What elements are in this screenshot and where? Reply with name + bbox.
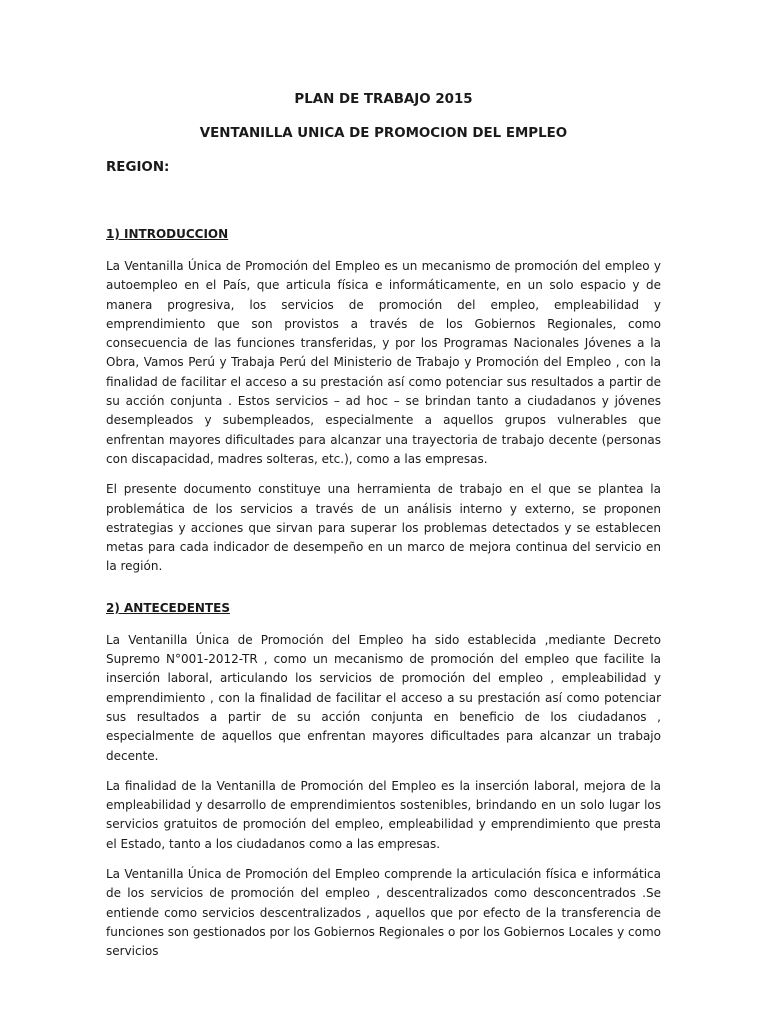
section-heading-antecedentes: 2) ANTECEDENTES xyxy=(106,600,230,615)
section-heading-introduccion: 1) INTRODUCCION xyxy=(106,227,229,241)
paragraph-introduccion-2: El presente documento constituye una herramienta de trabajo en el que se plantea la problemática de los servicios a través de un análisis interno y externo, se proponen estrategias y acciones que sirvan para superar los problemas detectados y se establecen metas para cada indicador de desempeño en un marco de mejora continua del servicio en la región. xyxy=(106,482,661,574)
paragraph-antecedentes-3: La Ventanilla Única de Promoción del Empleo comprende la articulación física e informática de los servicios de promoción del empleo , descentralizados como desconcentrados .Se entiende como servicios descentralizados , aquellos que por efecto de la transferencia de funciones son gestionados por los Gobiernos Regionales o por los Gobiernos Locales y como servicios xyxy=(106,867,661,959)
region-label: REGION: xyxy=(106,160,170,175)
document-subtitle: VENTANILLA UNICA DE PROMOCION DEL EMPLEO xyxy=(199,126,568,141)
paragraph-introduccion-1: La Ventanilla Única de Promoción del Empleo es un mecanismo de promoción del empleo y autoempleo en el País, que articula física e informáticamente, en un solo espacio y de manera progresiva, los servicios de promoción del empleo, empleabilidad y emprendimiento que son provistos a través de los Gobiernos Regionales, como consecuencia de las funciones transferidas, y por los Programas Nacionales Jóvenes a la Obra, Vamos Perú y Trabaja Perú del Ministerio de Trabajo y Promoción del Empleo , con la finalidad de facilitar el acceso a su prestación así como potenciar sus resultados a partir de su acción conjunta . Estos servicios – ad hoc – se brindan tanto a ciudadanos y jóvenes desempleados y subempleados, especialmente a aquellos grupos vulnerables que enfrentan mayores dificultades para alcanzar una trayectoria de trabajo decente (personas con discapacidad, madres solteras, etc.), como a las empresas. xyxy=(106,259,661,466)
paragraph-antecedentes-2: La finalidad de la Ventanilla de Promoción del Empleo es la inserción laboral, mejora de la empleabilidad y desarrollo de emprendimientos sostenibles, brindando en un solo lugar los servicios gratuitos de promoción del empleo, empleabilidad y emprendimiento que presta el Estado, tanto a los ciudadanos como a las empresas. xyxy=(106,778,661,851)
document-title: PLAN DE TRABAJO 2015 xyxy=(294,92,473,107)
paragraph-antecedentes-1: La Ventanilla Única de Promoción del Empleo ha sido establecida ,mediante Decreto Supremo N°001-2012-TR , como un mecanismo de promoción del empleo que facilite la inserción laboral, articulando los servicios de promoción del empleo , empleabilidad y emprendimiento , con la finalidad de facilitar el acceso a su prestación así como potenciar sus resultados a partir de su acción conjunta en beneficio de los ciudadanos , especialmente de aquellos que enfrentan mayores dificultades para alcanzar un trabajo decente. xyxy=(106,632,661,763)
document-page xyxy=(106,90,661,962)
